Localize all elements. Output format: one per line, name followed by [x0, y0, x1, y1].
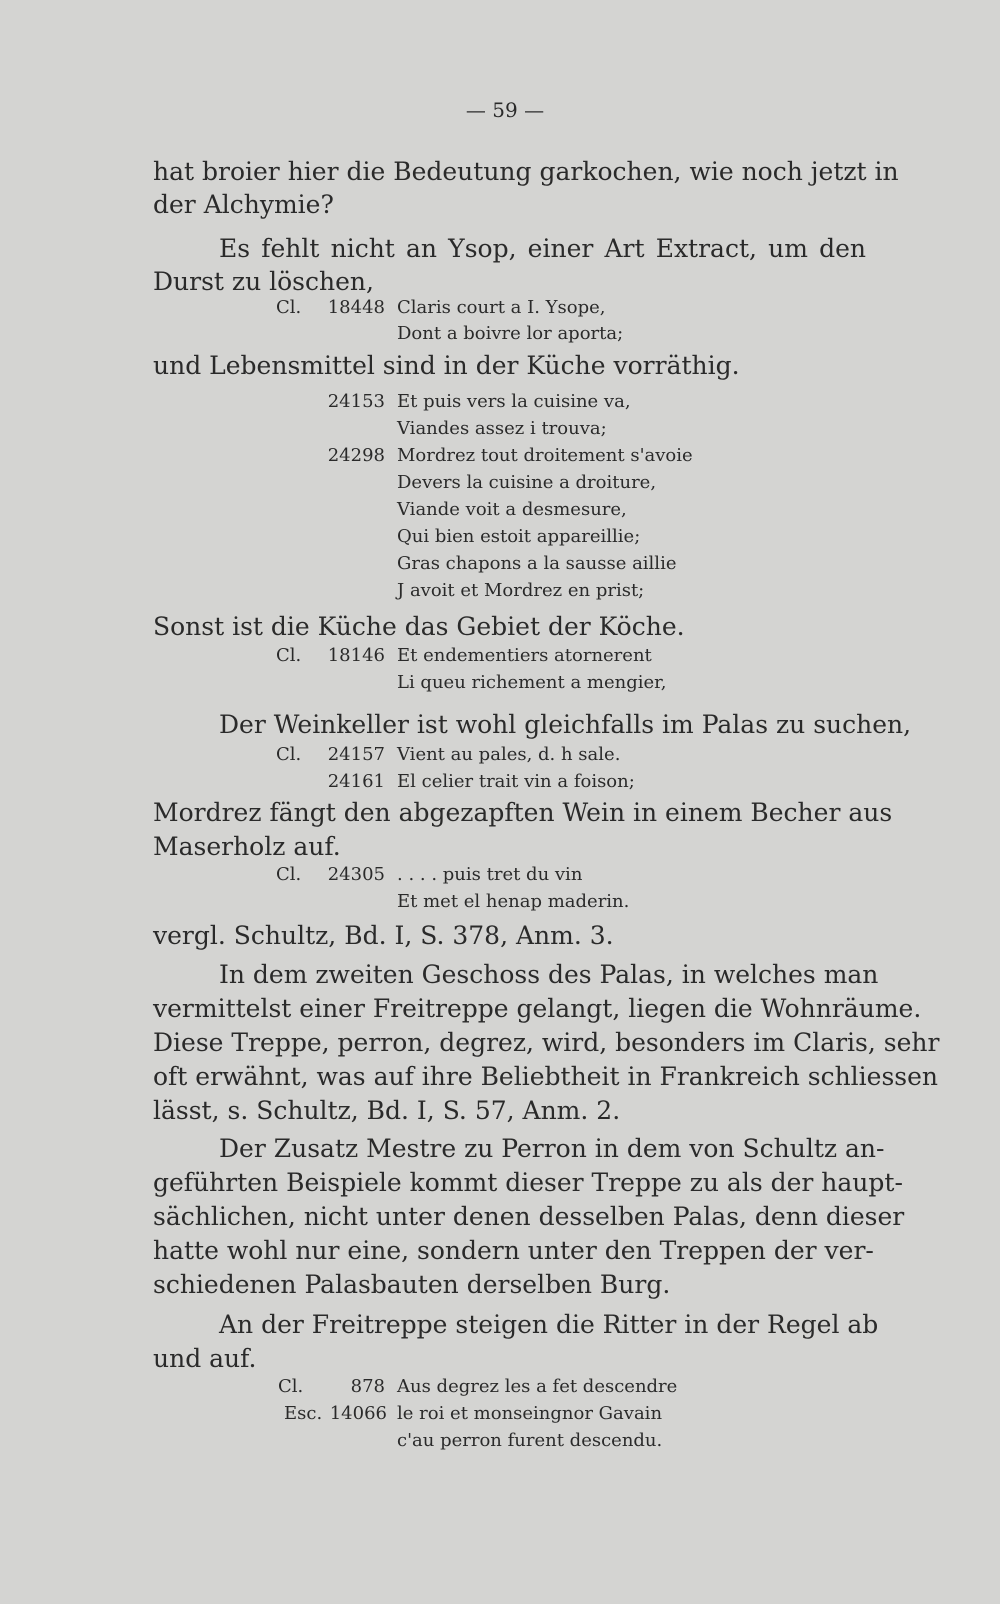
verse-number: 24153 [327, 391, 385, 412]
body-text-line: vergl. Schultz, Bd. I, S. 378, Anm. 3. [153, 921, 614, 950]
verse-line: El celier trait vin a foison; [397, 771, 635, 792]
verse-number: 24305 [327, 864, 385, 885]
quote-source: Cl. [276, 645, 302, 666]
body-text-line: schiedenen Palasbauten derselben Burg. [153, 1270, 671, 1299]
quote-source: Cl. [276, 297, 302, 318]
body-text-line: Durst zu löschen, [153, 267, 374, 296]
verse-number: 24161 [327, 771, 385, 792]
verse-line: Viandes assez i trouva; [397, 418, 607, 439]
verse-line: J avoit et Mordrez en prist; [397, 580, 645, 601]
verse-line: . . . . puis tret du vin [397, 864, 583, 885]
verse-line: Et puis vers la cuisine va, [397, 391, 631, 412]
verse-line: Claris court a I. Ysope, [397, 297, 606, 318]
body-text-line: hat broier hier die Bedeutung garkochen, wie noch jetzt in [153, 157, 899, 186]
body-text-line: Diese Treppe, perron, degrez, wird, besonders im Claris, sehr [153, 1028, 940, 1057]
verse-line: Gras chapons a la sausse aillie [397, 553, 677, 574]
body-text-line: Es fehlt nicht an Ysop, einer Art Extract, um den [219, 234, 866, 263]
body-text-line: geführten Beispiele kommt dieser Treppe zu als der haupt- [153, 1168, 903, 1197]
verse-number: 24298 [327, 445, 385, 466]
body-text-line: lässt, s. Schultz, Bd. I, S. 57, Anm. 2. [153, 1096, 621, 1125]
body-text-line: In dem zweiten Geschoss des Palas, in welches man [219, 960, 879, 989]
quote-source: Esc. [284, 1403, 323, 1424]
verse-line: Li queu richement a mengier, [397, 672, 667, 693]
verse-line: Devers la cuisine a droiture, [397, 472, 657, 493]
verse-line: Viande voit a desmesure, [397, 499, 627, 520]
page-number: — 59 — [465, 98, 545, 122]
quote-source: Cl. [278, 1376, 304, 1397]
quote-source: Cl. [276, 864, 302, 885]
verse-line: le roi et monseingnor Gavain [397, 1403, 663, 1424]
verse-number: 878 [350, 1376, 385, 1397]
body-text-line: Der Weinkeller ist wohl gleichfalls im Palas zu suchen, [219, 710, 912, 739]
body-text-line: An der Freitreppe steigen die Ritter in der Regel ab [219, 1310, 879, 1339]
body-text-line: hatte wohl nur eine, sondern unter den Treppen der ver- [153, 1236, 874, 1265]
body-text-line: und Lebensmittel sind in der Küche vorräthig. [153, 351, 740, 380]
body-text-line: Sonst ist die Küche das Gebiet der Köche. [153, 612, 685, 641]
verse-line: Dont a boivre lor aporta; [397, 323, 624, 344]
body-text-line: oft erwähnt, was auf ihre Beliebtheit in Frankreich schliessen [153, 1062, 939, 1091]
verse-line: Qui bien estoit appareillie; [397, 526, 641, 547]
body-text-line: Mordrez fängt den abgezapften Wein in einem Becher aus [153, 798, 893, 827]
body-text-line: und auf. [153, 1344, 257, 1373]
body-text-line: Maserholz auf. [153, 832, 341, 861]
body-text-line: der Alchymie? [153, 190, 334, 219]
verse-line: c'au perron furent descendu. [397, 1430, 663, 1451]
verse-line: Mordrez tout droitement s'avoie [397, 445, 693, 466]
verse-number: 18146 [327, 645, 385, 666]
verse-number: 14066 [329, 1403, 387, 1424]
verse-number: 18448 [327, 297, 385, 318]
quote-source: Cl. [276, 744, 302, 765]
verse-line: Et met el henap maderin. [397, 891, 630, 912]
body-text-line: Der Zusatz Mestre zu Perron in dem von Schultz an- [219, 1134, 885, 1163]
body-text-line: vermittelst einer Freitreppe gelangt, liegen die Wohnräume. [153, 994, 922, 1023]
verse-line: Aus degrez les a fet descendre [397, 1376, 678, 1397]
verse-number: 24157 [327, 744, 385, 765]
verse-line: Et endementiers atornerent [397, 645, 652, 666]
body-text-line: sächlichen, nicht unter denen desselben Palas, denn dieser [153, 1202, 905, 1231]
verse-line: Vient au pales, d. h sale. [397, 744, 621, 765]
